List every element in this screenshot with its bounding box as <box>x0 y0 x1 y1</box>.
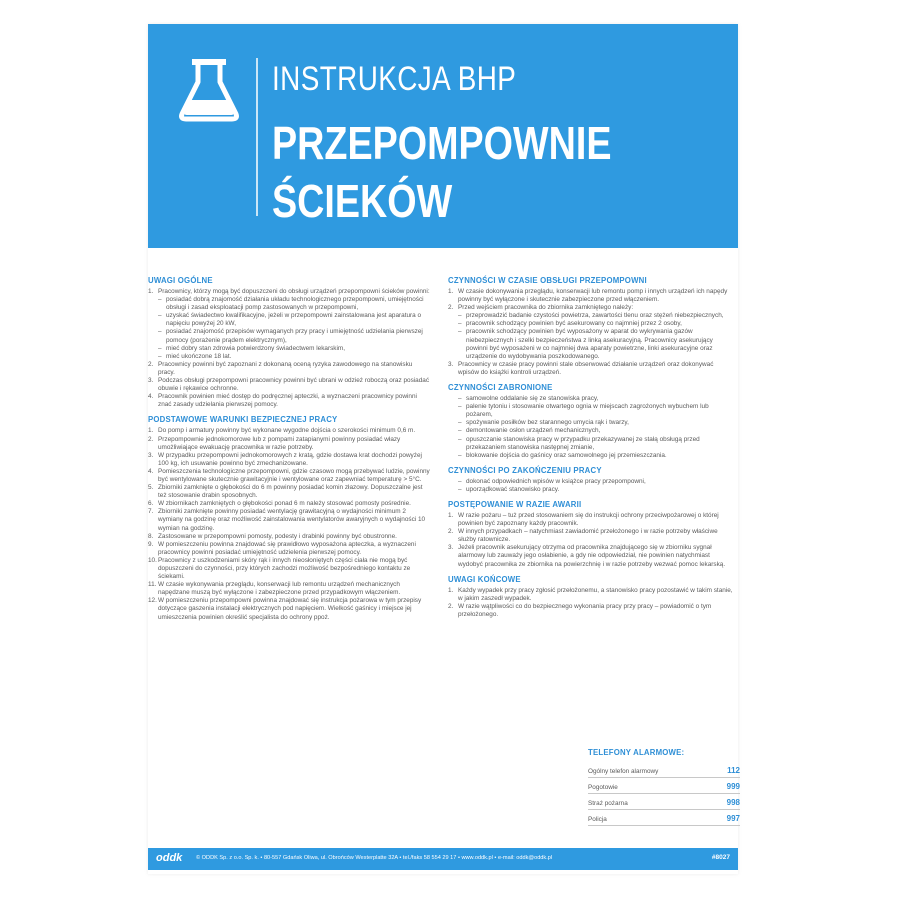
list-item <box>448 478 734 486</box>
item-number: 1. <box>148 288 154 295</box>
item-number: 1. <box>148 427 154 435</box>
item-text: Przepompownie jednokomorowe lub z pompami zatapianymi powinny posiadać włazy umożliwiające ewakuację pracownika w razie potrzeby. <box>158 435 401 451</box>
item-text: uporządkować stanowisko pracy. <box>466 485 560 493</box>
item-number: 4. <box>148 467 154 475</box>
item-dash: – <box>458 320 462 328</box>
header-divider <box>256 58 258 216</box>
item-number: 2. <box>448 602 454 610</box>
section-items <box>448 395 734 460</box>
item-text: W czasie wykonywania przeglądu, konserwacji lub remontu urządzeń mechanicznych napędzane muszą być wyłączone i zabezpieczone przed przypadkowym włączeniem. <box>158 581 401 597</box>
section-items <box>148 427 430 621</box>
item-dash: – <box>458 419 462 427</box>
item-number: 7. <box>148 508 154 516</box>
item-text: Do pomp i armatury powinny być wykonane wygodne dojścia o szerokości minimum 0,6 m. <box>158 427 416 435</box>
section-title: POSTĘPOWANIE W RAZIE AWARII <box>448 499 582 509</box>
item-text: Pracownik powinien mieć dostęp do podręcznej apteczki, a wyznaczeni pracownicy powinni znać zasady udzielania pierwszej pomocy. <box>158 393 417 409</box>
item-text: palenie tytoniu i stosowanie otwartego ognia w miejscach zagrożonych wybuchem lub pożarem, <box>466 403 709 419</box>
section-title: PODSTAWOWE WARUNKI BEZPIECZNEJ PRACY <box>148 415 338 425</box>
item-text: Podczas obsługi przepompowni pracownicy powinni być ubrani w odzież roboczą oraz posiadać obuwie i rękawice ochronne. <box>158 377 430 393</box>
section-title: UWAGI KOŃCOWE <box>448 574 521 584</box>
item-text: samowolne oddalanie się ze stanowiska pracy, <box>466 395 599 403</box>
list-item <box>148 597 430 621</box>
list-item <box>448 427 734 435</box>
item-text: pracownik schodzący powinien być wyposażony w aparat do wykrywania gazów niebezpiecznych i szelki bezpieczeństwa z linką asekuracyjną. Pracownicy asekurujący powinni być wyposażeni w co najmniej dwa aparaty powietrzne, linki asekuracyjne oraz urządzenie do wydobywania poszkodowanego. <box>466 328 713 360</box>
item-dash: – <box>158 344 162 352</box>
item-text: Pracownicy w czasie pracy powinni stale obserwować działanie urządzeń oraz dokonywać wpisów do książki kontroli urządzeń. <box>458 360 714 376</box>
list-item <box>148 484 430 500</box>
header-title-line2: ŚCIEKÓW <box>272 175 453 227</box>
item-text: Każdy wypadek przy pracy zgłosić przełożonemu, a stanowisko pracy pozostawić w takim stanie, w jakim zaszedł wypadek. <box>458 586 733 602</box>
left-column <box>148 276 430 628</box>
item-number: 2. <box>448 528 454 536</box>
footer-bar <box>148 848 738 870</box>
section-operation-activities <box>448 276 734 377</box>
list-item <box>448 395 734 403</box>
list-item <box>448 419 734 427</box>
list-item <box>148 288 430 296</box>
item-dash: – <box>158 312 162 320</box>
list-item <box>448 403 734 419</box>
alarm-rows <box>588 762 740 826</box>
list-item <box>148 296 430 312</box>
section-items <box>448 512 734 569</box>
section-after-work <box>448 466 734 494</box>
list-item <box>448 512 734 528</box>
item-number: 4. <box>148 393 154 401</box>
item-number: 3. <box>448 544 454 552</box>
item-text: opuszczanie stanowiska pracy w przypadku przekazywanej ze stałą obsługą przed przekazaniem stanowiska następnej zmianie, <box>466 435 700 451</box>
list-item <box>148 468 430 484</box>
section-title: UWAGI OGÓLNE <box>148 276 213 285</box>
list-item <box>448 288 734 304</box>
header-title-line1: PRZEPOMPOWNIE <box>272 117 612 169</box>
item-text: W przypadku przepompowni jednokomorowych z kratą, gdzie dostawa krat dochodzi powyżej 100 kg, ich usuwanie powinno być zmechanizowane. <box>158 451 422 467</box>
item-dash: – <box>458 395 462 403</box>
flask-icon <box>176 56 242 122</box>
item-dash: – <box>458 328 462 336</box>
item-text: spożywanie posiłków bez starannego umycia rąk i twarzy, <box>466 419 629 427</box>
alarm-row <box>588 794 740 810</box>
list-item <box>148 557 430 581</box>
item-dash: – <box>458 435 462 443</box>
list-item <box>448 603 734 619</box>
product-code: #8027 <box>711 854 730 861</box>
list-item <box>148 345 430 353</box>
list-item <box>148 581 430 597</box>
item-text: W razie pożaru – tuż przed stosowaniem się do instrukcji ochrony przeciwpożarowej o której powinien być zapoznany każdy pracownik. <box>458 511 719 528</box>
list-item <box>148 377 430 393</box>
item-text: dokonać odpowiednich wpisów w książce pracy przepompowni, <box>466 477 646 485</box>
list-item <box>448 486 734 494</box>
item-number: 2. <box>148 435 154 443</box>
list-item <box>148 328 430 344</box>
alarm-row <box>588 810 740 826</box>
list-item <box>448 328 734 360</box>
list-item <box>148 427 430 435</box>
alarm-label: Ogólny telefon alarmowy <box>588 768 659 775</box>
footer-contact: © ODDK Sp. z o.o. Sp. k. • 80-557 Gdańsk Oliwa, ul. Obrońców Westerplatte 32A • tel./faks 58 554 29 17 • www.oddk.pl • e-mail: oddk@oddk.pl <box>196 855 553 861</box>
section-items <box>448 587 734 619</box>
list-item <box>448 312 734 320</box>
list-item <box>148 500 430 508</box>
item-text: Zbiorniki zamknięte o głębokości do 6 m powinny posiadać komin złazowy. Dopuszczalne jest też stosowanie drabin sposobnych. <box>158 484 423 500</box>
section-title: CZYNNOŚCI PO ZAKOŃCZENIU PRACY <box>448 465 602 475</box>
section-title: CZYNNOŚCI W CZASIE OBSŁUGI PRZEPOMPOWNI <box>448 276 647 285</box>
item-text: Pracownicy, którzy mogą być dopuszczeni do obsługi urządzeń przepompowni ścieków powinni: <box>158 288 430 295</box>
item-number: 2. <box>148 360 154 368</box>
item-dash: – <box>458 485 462 493</box>
item-dash: – <box>458 312 462 320</box>
section-general-notes <box>148 276 430 409</box>
list-item <box>448 320 734 328</box>
item-number: 12. <box>148 597 157 605</box>
item-number: 3. <box>148 451 154 459</box>
item-text: Pomieszczenia technologiczne przepompowni, gdzie czasowo mogą przebywać ludzie, powinny być wentylowane skutecznie grawitacyjnie i wentylowane oraz zapewniać temperaturę > 5°C. <box>158 467 430 483</box>
header-subtitle: INSTRUKCJA BHP <box>272 60 517 98</box>
item-dash: – <box>458 451 462 459</box>
item-number: 10. <box>148 556 157 564</box>
alarm-number: 999 <box>726 782 740 791</box>
alarm-label: Pogotowie <box>588 784 618 791</box>
alarm-phones-box <box>588 748 740 826</box>
section-items <box>448 478 734 494</box>
item-text: Zastosowane w przepompowni pomosty, podesty i drabinki powinny być obustronne. <box>158 532 397 540</box>
alarm-label: Straż pożarna <box>588 800 628 807</box>
item-text: mieć dobry stan zdrowia potwierdzony świadectwem lekarskim, <box>166 344 346 352</box>
list-item <box>148 533 430 541</box>
item-text: Zbiorniki zamknięte powinny posiadać wentylację grawitacyjną o wydajności minimum 2 wymiany na godzinę oraz możliwość zainstalowania wentylatorów awaryjnych o wydajności 10 wymian na godzinę. <box>158 508 426 532</box>
list-item <box>448 544 734 568</box>
section-title: CZYNNOŚCI ZABRONIONE <box>448 383 553 393</box>
alarm-label: Policja <box>588 816 607 823</box>
item-text: przeprowadzić badanie czystości powietrza, zawartości tlenu oraz stężeń niebezpiecznych, <box>466 312 724 320</box>
item-text: Jeżeli pracownik asekurujący otrzyma od pracownika znajdującego się w zbiorniku sygnał alarmowy lub zauważy jego osłabienie, a gdy nie odpowiedział, nie powinien natychmiast wydobyć pracownika ze zbiornika na powierzchnię i w razie potrzeby wezwać pomoc lekarską. <box>458 544 726 568</box>
item-number: 1. <box>448 511 454 519</box>
alarm-title: TELEFONY ALARMOWE: <box>588 748 685 757</box>
item-dash: – <box>158 296 162 304</box>
item-text: pracownik schodzący powinien być asekurowany co najmniej przez 2 osoby, <box>466 320 682 328</box>
item-dash: – <box>458 427 462 435</box>
item-number: 1. <box>448 288 454 295</box>
item-text: W pomieszczeniu przepompowni powinna znajdować się instrukcja pożarowa w tym przepisy dotyczące gaszenia instalacji elektrycznych pod napięciem. Wielkość gaśnicy i miejsce jej umieszczenia powinien określić specjalista do ochrony ppoż. <box>158 597 422 621</box>
item-text: W czasie dokonywania przeglądu, konserwacji lub remontu pomp i innych urządzeń ich napędy powinny być wyłączone i skutecznie zabezpieczone przed włączeniem. <box>458 288 728 304</box>
item-number: 5. <box>148 484 154 492</box>
item-dash: – <box>158 328 162 336</box>
section-final-notes <box>448 575 734 619</box>
list-item <box>148 508 430 532</box>
item-number: 6. <box>148 500 154 508</box>
safety-instruction-sheet <box>148 24 738 874</box>
item-number: 3. <box>148 377 154 385</box>
item-text: uzyskać świadectwo kwalifikacyjne, jeżeli w przepompowni zainstalowana jest aparatura o napięciu powyżej 20 kW, <box>166 312 422 328</box>
item-text: mieć ukończone 18 lat. <box>166 352 232 360</box>
item-text: demontowanie osłon urządzeń mechanicznych, <box>466 427 601 435</box>
alarm-row <box>588 778 740 794</box>
section-safe-work-conditions <box>148 415 430 621</box>
section-emergency-procedure <box>448 500 734 569</box>
list-item <box>148 436 430 452</box>
item-number: 3. <box>448 360 454 368</box>
item-text: posiadać znajomość przepisów wymaganych przy pracy i umiejętność udzielania pierwszej pomocy (porażenie prądem elektrycznym), <box>166 328 423 344</box>
item-dash: – <box>158 352 162 360</box>
company-logo: oddk <box>156 852 183 864</box>
item-text: W razie wątpliwości co do bezpiecznego wykonania pracy przy pracy – powiadomić o tym przełożonego. <box>458 602 712 618</box>
alarm-number: 997 <box>726 814 740 823</box>
item-number: 11. <box>148 581 157 589</box>
list-item <box>448 587 734 603</box>
item-text: W zbiornikach zamkniętych o głębokości ponad 6 m należy stosować pomosty pośrednie. <box>158 500 411 508</box>
section-items <box>148 288 430 409</box>
alarm-number: 998 <box>726 798 740 807</box>
item-text: Przed wejściem pracownika do zbiornika zamkniętego należy: <box>458 304 634 312</box>
item-text: Pracownicy powinni być zapoznani z dokonaną oceną ryzyka zawodowego na stanowisku pracy. <box>158 360 413 376</box>
list-item <box>448 304 734 312</box>
header-banner <box>148 24 738 248</box>
list-item <box>448 361 734 377</box>
list-item <box>448 528 734 544</box>
list-item <box>148 393 430 409</box>
item-number: 1. <box>448 586 454 594</box>
list-item <box>148 452 430 468</box>
alarm-number: 112 <box>727 766 740 775</box>
list-item <box>148 541 430 557</box>
item-dash: – <box>458 477 462 485</box>
item-text: W pomieszczeniu powinna znajdować się prawidłowo wyposażona apteczka, a wyznaczeni pracownicy powinni posiadać umiejętność udzielenia pierwszej pomocy. <box>158 540 416 556</box>
item-number: 2. <box>448 304 454 312</box>
list-item <box>148 361 430 377</box>
alarm-row <box>588 762 740 778</box>
list-item <box>148 353 430 361</box>
item-text: Pracownicy z uszkodzeniami skóry rąk i innych nieosłoniętych części ciała nie mogą być dopuszczeni do czynności, przy których zachodzi możliwość bezpośredniego kontaktu ze ściekami. <box>158 556 411 581</box>
item-text: posiadać dobrą znajomość działania układu technologicznego przepompowni, umiejętności obsługi i zasad eksploatacji pomp zastosowanych w przepompowni, <box>166 296 424 312</box>
item-dash: – <box>458 403 462 411</box>
item-number: 9. <box>148 540 154 548</box>
list-item <box>148 312 430 328</box>
section-forbidden-activities <box>448 383 734 460</box>
item-text: W innych przypadkach – natychmiast zawiadomić przełożonego i w razie potrzeby właściwe służby ratownicze. <box>458 528 718 544</box>
list-item <box>448 436 734 452</box>
section-items <box>448 288 734 377</box>
item-number: 8. <box>148 532 154 540</box>
right-column <box>448 276 734 625</box>
list-item <box>448 452 734 460</box>
item-text: blokowanie dojścia do gaśnicy oraz samowolnego jej przemieszczania. <box>466 451 667 459</box>
